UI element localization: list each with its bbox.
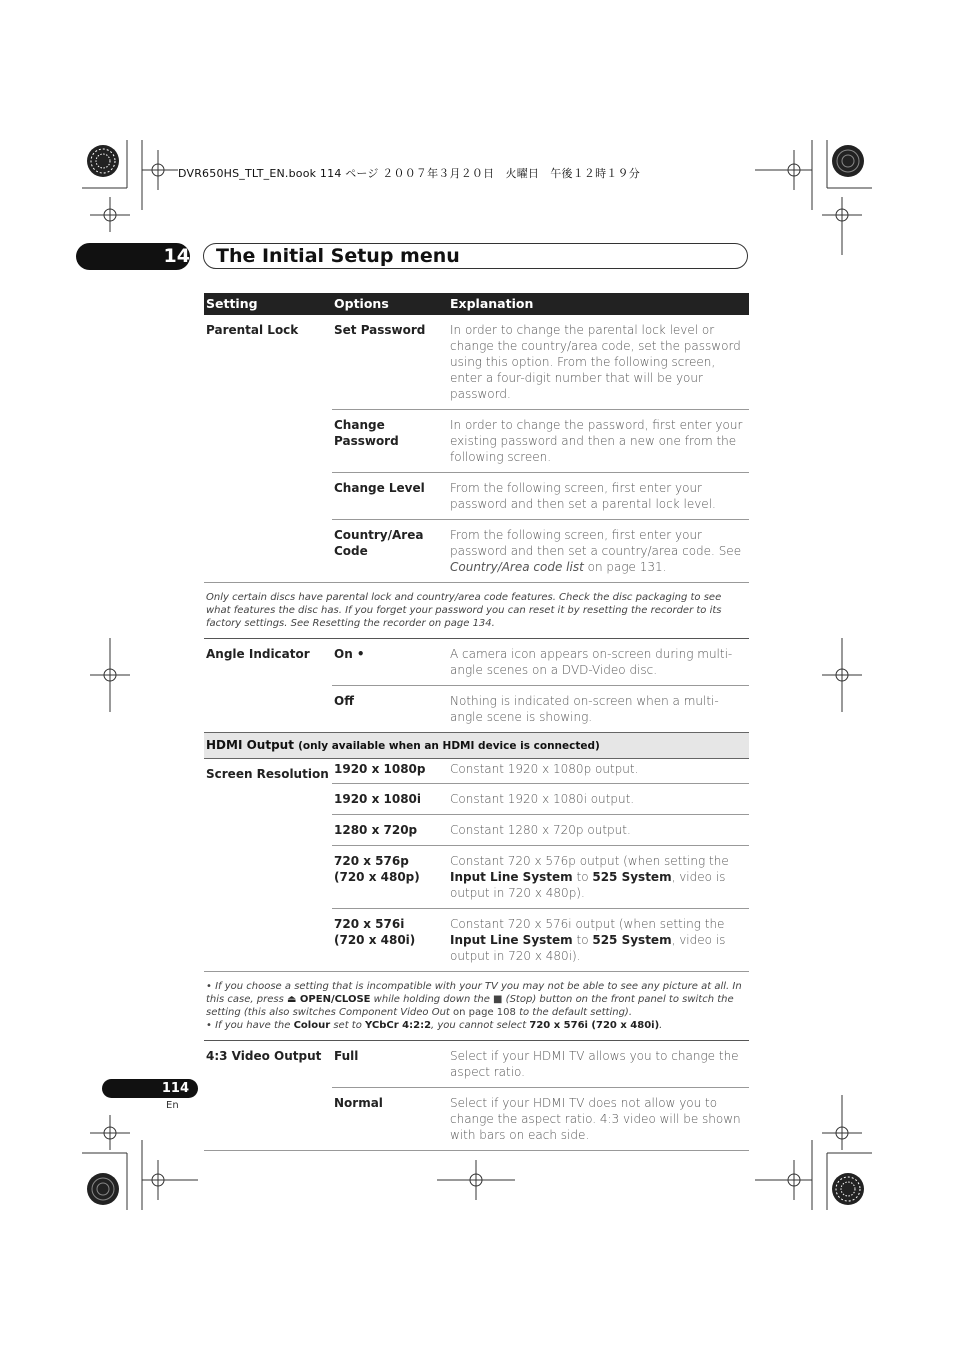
option-country-area-code: Country/Area Code [334, 528, 424, 558]
explanation [448, 520, 749, 583]
option-line: 720 x 576p [334, 854, 409, 868]
header-explanation: Explanation [448, 293, 749, 315]
menu-term: 525 System [592, 933, 672, 947]
option-off: Off [334, 694, 354, 708]
explanation-text: Constant 720 x 576p output (when setting the [450, 854, 729, 868]
explanation: Select if your HDMI TV does not allow you to change the aspect ratio. 4:3 video will be shown with bars on each side. [448, 1088, 749, 1151]
button-term: ⏏ OPEN/CLOSE [286, 994, 371, 1005]
option-on: On • [332, 639, 448, 686]
hdmi-output-heading-note: (only available when an HDMI device is connected) [298, 740, 600, 752]
explanation: Constant 1920 x 1080i output. [448, 784, 749, 815]
setting-screen-resolution: Screen Resolution [206, 767, 329, 781]
option-full: Full [332, 1041, 448, 1088]
option-1920x1080p: 1920 x 1080p [332, 759, 448, 784]
subheading-cell [204, 733, 749, 759]
explanation: Constant 1280 x 720p output. [448, 815, 749, 846]
note-text: . [659, 1020, 663, 1031]
option-normal: Normal [332, 1088, 448, 1151]
hdmi-output-subheading [204, 733, 749, 759]
option-1920x1080i: 1920 x 1080i [332, 784, 448, 815]
hdmi-output-heading: HDMI Output [206, 738, 294, 752]
explanation-text: From the following screen, first enter your password and then set a country/area code. See [450, 528, 742, 558]
explanation: In order to change the password, first enter your existing password and then a new one from the following screen. [448, 410, 749, 473]
explanation-text: , video is output in 720 x 480p). [450, 870, 726, 900]
explanation-text: , video is output in 720 x 480i). [450, 933, 726, 963]
option-720x576p [332, 846, 448, 909]
settings-table [204, 293, 749, 1151]
explanation: Select if your HDMI TV allows you to change the aspect ratio. [448, 1041, 749, 1088]
option-line: (720 x 480i) [334, 933, 416, 947]
menu-term: Input Line System [450, 933, 573, 947]
setting-spacer [204, 1088, 332, 1151]
setting-4-3-video-output: 4:3 Video Output [206, 1049, 322, 1063]
table-row [204, 1088, 749, 1151]
cross-reference: Country/Area code list [450, 560, 584, 574]
note-text: to the default setting). [515, 1007, 633, 1018]
note-row [204, 972, 749, 1041]
page-language: En [166, 1100, 179, 1111]
option-change-level: Change Level [332, 473, 448, 520]
note-text: • If you have the [206, 1020, 294, 1031]
parental-lock-note: Only certain discs have parental lock and country/area code features. Check the disc packaging to see what features the disc has. If you forget your password you can reset it by resetting the recorder to its factory settings. See Resetting the recorder on page 134. [204, 583, 749, 639]
explanation: Constant 1920 x 1080p output. [448, 759, 749, 784]
note-row [204, 583, 749, 639]
chapter-number-badge [76, 243, 190, 270]
header-options: Options [332, 293, 448, 315]
menu-term: 720 x 576i (720 x 480i) [529, 1020, 660, 1031]
page-reference: on page 108 [453, 1007, 516, 1018]
explanation-text: to [572, 870, 593, 884]
menu-term: Input Line System [450, 870, 573, 884]
note-text: set to [330, 1020, 366, 1031]
setting-parental-lock: Parental Lock [206, 323, 299, 337]
table-row [204, 315, 749, 410]
table-row [204, 759, 749, 784]
menu-term: YCbCr 4:2:2 [365, 1020, 432, 1031]
option-line: 720 x 576i [334, 917, 405, 931]
table-row [204, 1041, 749, 1088]
chapter-number: 14 [163, 245, 190, 267]
explanation: Nothing is indicated on-screen when a multi-angle scene is showing. [450, 694, 719, 724]
option-change-password: Change Password [332, 410, 448, 473]
explanation-text: to [572, 933, 593, 947]
table-row [204, 639, 749, 686]
note-text: , you cannot select [431, 1020, 530, 1031]
page-number: 114 [102, 1079, 198, 1098]
menu-term: Colour [293, 1020, 331, 1031]
note-text: while holding down the ■ (Stop) button on the front panel to switch the setting (this also switches Component Video Out [206, 994, 734, 1018]
explanation: A camera icon appears on-screen during multi-angle scenes on a DVD-Video disc. [448, 639, 749, 686]
chapter-title: The Initial Setup menu [216, 245, 460, 267]
note-text: • If you choose a setting that is incompatible with your TV you may not be able to see any picture at all. In this case, press [206, 981, 742, 1005]
menu-term: 525 System [592, 870, 672, 884]
option-1280x720p: 1280 x 720p [332, 815, 448, 846]
table-header-row [204, 293, 749, 315]
screen-resolution-note [204, 972, 749, 1041]
explanation [448, 846, 749, 909]
explanation: In order to change the parental lock level or change the country/area code, set the password using this option. From the following screen, enter a four-digit number that will be your password. [448, 315, 749, 410]
option-set-password: Set Password [332, 315, 448, 410]
header-setting: Setting [204, 293, 332, 315]
explanation [448, 909, 749, 972]
print-header: DVR650HS_TLT_EN.book 114 ページ ２００７年３月２０日 火曜日 午後１２時１９分 [178, 167, 640, 180]
option-720x576i [332, 909, 448, 972]
option-line: (720 x 480p) [334, 870, 420, 884]
setting-angle-indicator: Angle Indicator [206, 647, 310, 661]
explanation-text: on page 131. [583, 560, 667, 574]
explanation-text: Constant 720 x 576i output (when setting the [450, 917, 725, 931]
explanation: From the following screen, first enter your password and then set a parental lock level. [448, 473, 749, 520]
